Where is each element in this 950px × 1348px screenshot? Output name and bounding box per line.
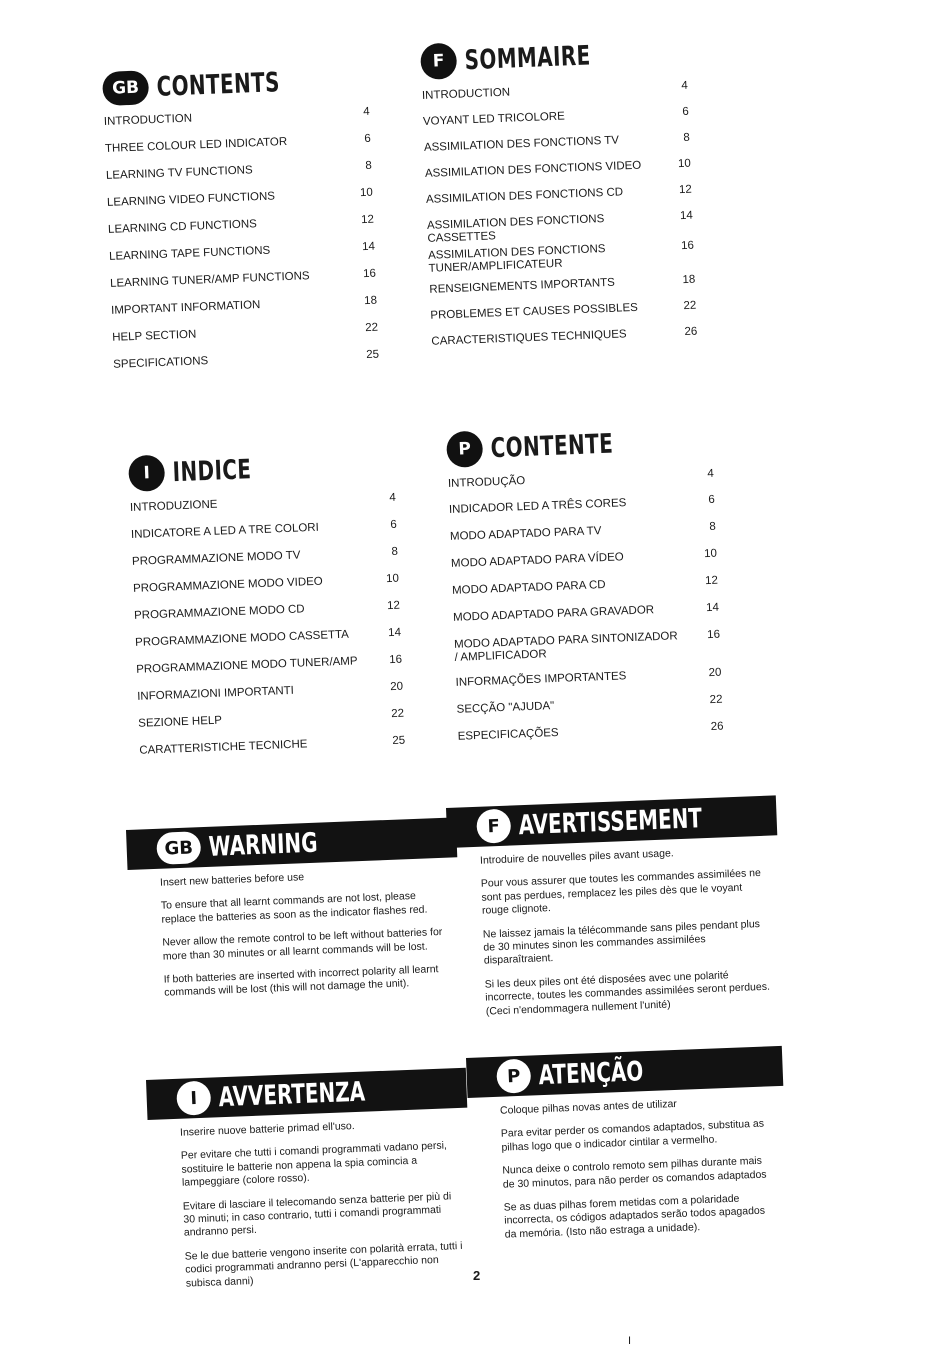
toc-item-page: 20 <box>708 666 722 680</box>
toc-gb-list <box>104 106 384 386</box>
warning-paragraph: Insert new batteries before use <box>159 871 305 889</box>
toc-item-label: IMPORTANT INFORMATION <box>110 299 261 317</box>
warning-f-body <box>448 843 784 1020</box>
toc-item-label: INDICATORE A LED A TRE COLORI <box>130 521 320 541</box>
toc-gb-title: CONTENTS <box>156 66 281 103</box>
toc-item-label: MODO ADAPTADO PARA TV <box>449 525 602 543</box>
warning-paragraph: Never allow the remote control to be left without batteries for more than 30 minutes or all learnt commands will be lost. <box>162 926 443 963</box>
warning-i-body <box>148 1116 474 1292</box>
toc-item-page: 18 <box>682 273 696 287</box>
toc-i-badge: I <box>128 455 165 492</box>
warning-paragraph: Se as duas pilhas forem metidas com a polaridade incorrecta, os códigos adaptados serão todos apagados da memória. (Isto não estraga a unidade). <box>503 1192 766 1241</box>
warning-paragraph: If both batteries are inserted with incorrect polarity all learnt commands will be lost (this will not damage the unit). <box>163 963 439 1000</box>
toc-item-label: INFORMAZIONI IMPORTANTI <box>137 684 295 703</box>
warning-f-title: AVERTISSEMENT <box>518 802 703 841</box>
toc-item-label: ASSIMILATION DES FONCTIONS CD <box>425 186 624 206</box>
toc-item-page: 6 <box>682 105 690 118</box>
toc-item-label: ASSIMILATION DES FONCTIONS TV <box>423 134 620 154</box>
toc-p-title: CONTENTE <box>490 428 614 464</box>
toc-f-header <box>420 34 691 80</box>
toc-item-label: LEARNING TV FUNCTIONS <box>105 164 253 182</box>
toc-item-page: 22 <box>683 299 697 313</box>
toc-item-page: 14 <box>387 626 402 640</box>
toc-item-label: CARACTERISTIQUES TECHNIQUES <box>431 328 627 348</box>
toc-item-label: MODO ADAPTADO PARA VÍDEO <box>450 551 624 570</box>
toc-item-page: 22 <box>364 321 379 335</box>
warning-i <box>146 1068 474 1302</box>
toc-item-label: SPECIFICATIONS <box>113 355 209 371</box>
toc-item-label: MODO ADAPTADO PARA SINTONIZADOR / AMPLIFICADOR <box>453 630 678 664</box>
warning-f-badge: F <box>476 809 511 844</box>
toc-item-label: THREE COLOUR LED INDICATOR <box>104 135 288 155</box>
toc-item-page: 14 <box>679 209 694 223</box>
warning-p-bar <box>466 1046 783 1098</box>
warning-i-badge: I <box>176 1081 211 1116</box>
toc-item-label: INDICADOR LED A TRÊS CORES <box>448 497 627 516</box>
toc-i-header <box>128 446 399 492</box>
toc-item-page: 8 <box>709 520 717 533</box>
page-number: 2 <box>473 1268 481 1283</box>
footer-mark: I <box>628 1335 632 1347</box>
toc-item-label: VOYANT LED TRICOLORE <box>422 110 565 128</box>
toc-item-label: PROGRAMMAZIONE MODO CD <box>133 603 305 622</box>
toc-gb-header <box>102 62 373 106</box>
toc-p-list <box>448 468 729 758</box>
warning-paragraph: Pour vous assurer que toutes les commandes assimilées ne sont pas perdues, remplacez les piles dès que le voyant rouge clignote. <box>480 867 762 917</box>
toc-item-page: 10 <box>703 547 718 561</box>
toc-item-page: 16 <box>362 267 377 281</box>
warning-gb-badge: GB <box>156 831 201 865</box>
toc-item-label: INTRODUCTION <box>103 112 193 128</box>
warning-gb-title: WARNING <box>208 827 319 863</box>
toc-item-label: SECÇÃO "AJUDA" <box>456 700 555 716</box>
toc-item-label: SEZIONE HELP <box>138 714 223 730</box>
toc-item-page: 16 <box>680 239 695 253</box>
warning-paragraph: Nunca deixe o controlo remoto sem pilhas durante mais de 30 minutos, para não perder os comandos adaptados <box>502 1154 767 1191</box>
toc-item-page: 12 <box>678 183 693 197</box>
warning-paragraph: Introduire de nouvelles piles avant usage. <box>479 847 674 867</box>
toc-item-page: 12 <box>360 213 375 227</box>
toc-f <box>420 34 702 362</box>
toc-item-label: HELP SECTION <box>111 328 197 344</box>
toc-item-page: 20 <box>390 680 404 694</box>
toc-f-title: SOMMAIRE <box>464 39 592 76</box>
toc-item-label: LEARNING TUNER/AMP FUNCTIONS <box>109 270 310 290</box>
warning-paragraph: Si les deux piles ont été disposées avec une polarité incorrecte, toutes les commandes assimilées seront perdues. (Ceci n'endommagera nullement l'unité) <box>484 969 771 1018</box>
warning-f-bar <box>446 795 777 848</box>
toc-item-page: 10 <box>677 157 692 171</box>
toc-i-list <box>130 492 410 772</box>
toc-item-page: 25 <box>392 734 406 748</box>
toc-item-label: ASSIMILATION DES FONCTIONS CASSETTES <box>426 213 605 245</box>
toc-item-label: INTRODUCTION <box>421 86 511 102</box>
toc-item-label: PROBLEMES ET CAUSES POSSIBLES <box>430 301 639 322</box>
warning-paragraph: Para evitar perder os comandos adaptados, substitua as pilhas logo que o indicador cintilar a vermelho. <box>500 1118 765 1154</box>
toc-item-page: 16 <box>389 653 403 667</box>
toc-gb-badge: GB <box>102 70 149 106</box>
toc-item-label: PROGRAMMAZIONE MODO TUNER/AMP <box>135 655 358 676</box>
toc-item-page: 10 <box>359 186 374 200</box>
toc-item-label: RENSEIGNEMENTS IMPORTANTS <box>429 276 616 296</box>
warning-i-title: AVVERTENZA <box>218 1076 366 1113</box>
warning-gb <box>126 817 463 1011</box>
toc-item-page: 26 <box>684 325 698 339</box>
warning-paragraph: Inserire nuove batterie primad ell'uso. <box>179 1120 355 1139</box>
toc-item-page: 12 <box>704 574 719 588</box>
toc-item-label: ASSIMILATION DES FONCTIONS TUNER/AMPLIFICATEUR <box>427 243 606 275</box>
toc-item-page: 10 <box>385 572 400 586</box>
toc-item-label: MODO ADAPTADO PARA GRAVADOR <box>452 604 655 624</box>
warning-gb-bar <box>126 817 457 870</box>
toc-item-page: 4 <box>681 79 689 92</box>
warning-gb-body <box>128 865 463 1001</box>
warning-p-badge: P <box>496 1059 531 1094</box>
toc-item-label: INTRODUZIONE <box>129 498 218 514</box>
toc-item-label: LEARNING TAPE FUNCTIONS <box>108 244 271 263</box>
toc-i-title: INDICE <box>172 453 252 488</box>
warning-p-body <box>468 1094 789 1243</box>
toc-item-label: INFORMAÇÕES IMPORTANTES <box>455 670 627 689</box>
toc-item-page: 25 <box>366 348 380 362</box>
warning-paragraph: To ensure that all learnt commands are not lost, please replace the batteries as soon as the indicator flashes red. <box>160 890 428 926</box>
warning-paragraph: Per evitare che tutti i comandi programmati vadano persi, sostituire le batterie non appena la spia comincia a lampeggiare (colore rosso). <box>180 1139 448 1189</box>
warning-f <box>446 795 784 1030</box>
toc-item-label: PROGRAMMAZIONE MODO CASSETTA <box>134 628 350 649</box>
toc-item-label: ESPECIFICAÇÕES <box>457 726 559 743</box>
toc-item-page: 4 <box>363 105 370 118</box>
warning-paragraph: Ne laissez jamais la télécommande sans piles pendant plus de 30 minutes sinon les commandes assimilées disparaîtraient. <box>482 917 761 968</box>
toc-item-page: 4 <box>389 491 397 504</box>
toc-item-label: ASSIMILATION DES FONCTIONS VIDEO <box>424 159 642 180</box>
warning-p <box>466 1046 789 1253</box>
toc-item-page: 12 <box>386 599 401 613</box>
toc-item-page: 6 <box>390 518 398 531</box>
toc-item-page: 22 <box>709 693 723 707</box>
toc-item-page: 4 <box>707 467 715 480</box>
toc-p-badge: P <box>446 431 483 468</box>
toc-item-page: 6 <box>708 493 716 506</box>
warning-paragraph: Se le due batterie vengono inserite con polarità errata, tutti i codici programmati andranno persi (L'apparecchio non subisca danni) <box>184 1239 463 1290</box>
toc-item-page: 8 <box>365 159 373 172</box>
toc-item-page: 14 <box>361 240 376 254</box>
warning-paragraph: Coloque pilhas novas antes de utilizar <box>499 1097 678 1117</box>
toc-item-page: 16 <box>706 628 721 642</box>
toc-i <box>128 446 410 772</box>
toc-item-page: 8 <box>683 131 691 144</box>
toc-p-header <box>446 422 717 468</box>
toc-gb <box>102 62 384 386</box>
toc-item-page: 14 <box>705 601 720 615</box>
toc-item-page: 18 <box>363 294 378 308</box>
toc-item-page: 22 <box>391 707 405 721</box>
toc-item-label: PROGRAMMAZIONE MODO TV <box>131 549 301 568</box>
toc-item-label: LEARNING VIDEO FUNCTIONS <box>106 190 276 209</box>
toc-f-badge: F <box>420 43 457 80</box>
toc-item-label: CARATTERISTICHE TECNICHE <box>139 738 308 757</box>
toc-item-page: 26 <box>710 720 724 734</box>
toc-item-page: 8 <box>391 545 399 558</box>
toc-item-page: 6 <box>364 132 371 145</box>
warning-i-bar <box>146 1068 467 1120</box>
toc-item-label: INTRODUÇÃO <box>447 474 526 490</box>
toc-p <box>446 422 728 758</box>
warning-paragraph: Evitare di lasciare il telecomando senza batterie per più di 30 minuti; in caso contrario, tutti i comandi programmati andranno persi. <box>182 1190 452 1240</box>
toc-item-label: PROGRAMMAZIONE MODO VIDEO <box>132 575 323 595</box>
warning-p-title: ATENÇÃO <box>538 1055 644 1091</box>
toc-item-label: MODO ADAPTADO PARA CD <box>451 578 606 597</box>
toc-f-list <box>422 80 702 362</box>
toc-item-label: LEARNING CD FUNCTIONS <box>107 218 258 236</box>
